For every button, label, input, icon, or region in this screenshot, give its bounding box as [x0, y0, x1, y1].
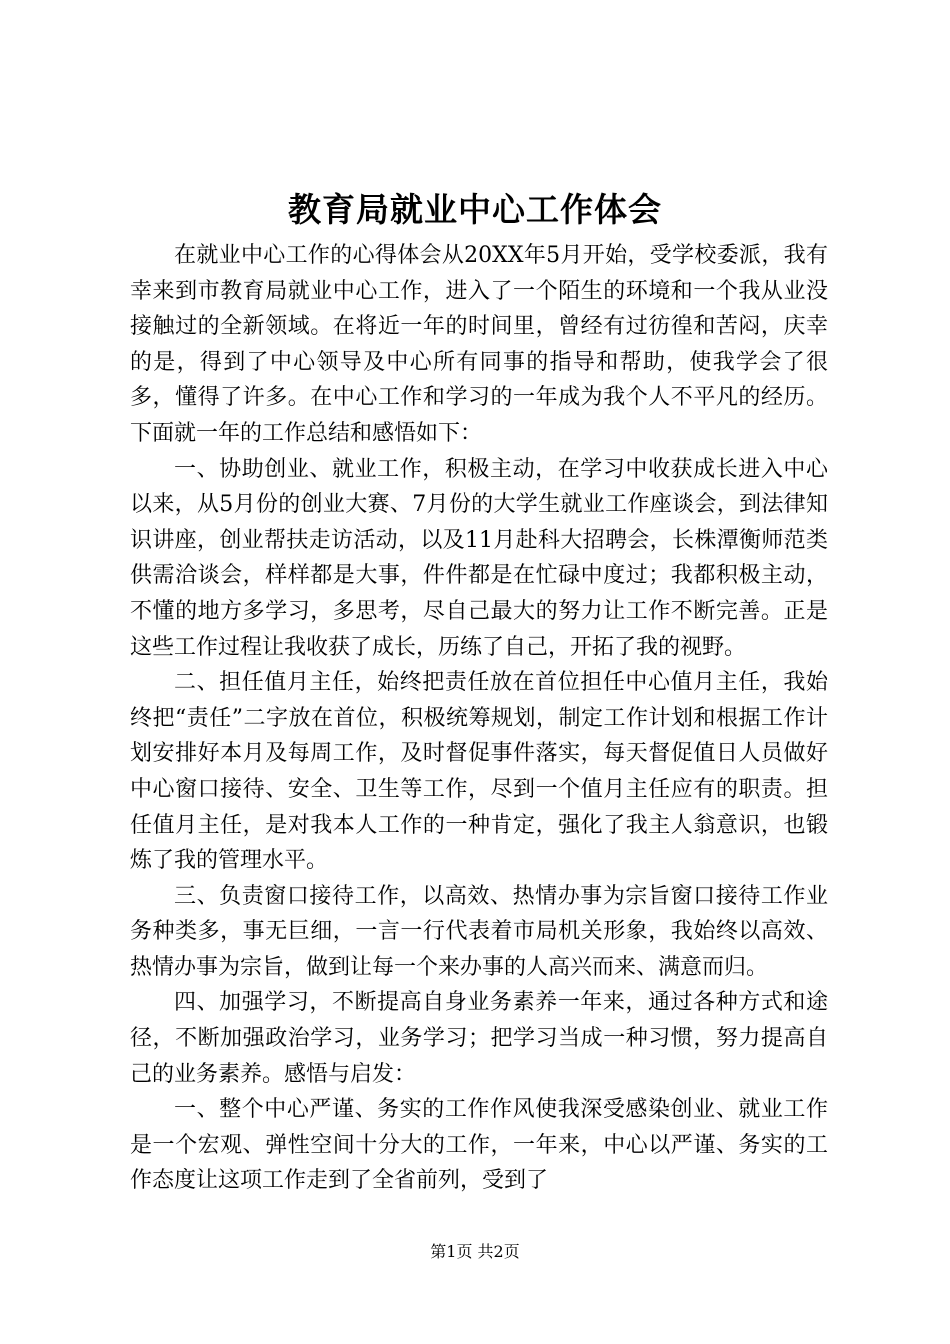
paragraph: 二、担任值月主任，始终把责任放在首位担任中心值月主任，我始终把“责任”二字放在首位，积极统筹规划，制定工作计划和根据工作计划安排好本月及每周工作，及时督促事件落实，每天督促值日人员做好中心窗口接待、安全、卫生等工作，尽到一个值月主任应有的职责。担任值月主任，是对我本人工作的一种肯定，强化了我主人翁意识，也锻炼了我的管理水平。: [130, 670, 828, 874]
paragraph: 四、加强学习，不断提高自身业务素养一年来，通过各种方式和途径，不断加强政治学习，业务学习；把学习当成一种习惯，努力提高自己的业务素养。感悟与启发：: [130, 990, 828, 1087]
document-title: 教育局就业中心工作体会: [288, 190, 662, 229]
paragraph: 一、协助创业、就业工作，积极主动，在学习中收获成长进入中心以来，从5月份的创业大赛、7月份的大学生就业工作座谈会，到法律知识讲座，创业帮扶走访活动，以及11月赴科大招聘会，长株潭衡师范类供需洽谈会，样样都是大事，件件都是在忙碌中度过；我都积极主动，不懂的地方多学习，多思考，尽自己最大的努力让工作不断完善。正是这些工作过程让我收获了成长，历练了自己，开拓了我的视野。: [130, 456, 828, 660]
paragraph: 三、负责窗口接待工作，以高效、热情办事为宗旨窗口接待工作业务种类多，事无巨细，一言一行代表着市局机关形象，我始终以高效、热情办事为宗旨，做到让每一个来办事的人高兴而来、满意而归。: [130, 883, 828, 980]
paragraph: 一、整个中心严谨、务实的工作作风使我深受感染创业、就业工作是一个宏观、弹性空间十分大的工作，一年来，中心以严谨、务实的工作态度让这项工作走到了全省前列，受到了: [130, 1097, 828, 1194]
document-body: [130, 238, 828, 1199]
page-footer: 第1页 共2页: [430, 1242, 520, 1261]
paragraph: 在就业中心工作的心得体会从20XX年5月开始，受学校委派，我有幸来到市教育局就业中心工作，进入了一个陌生的环境和一个我从业没接触过的全新领域。在将近一年的时间里，曾经有过彷徨和苦闷，庆幸的是，得到了中心领导及中心所有同事的指导和帮助，使我学会了很多，懂得了许多。在中心工作和学习的一年成为我个人不平凡的经历。下面就一年的工作总结和感悟如下：: [130, 243, 828, 446]
